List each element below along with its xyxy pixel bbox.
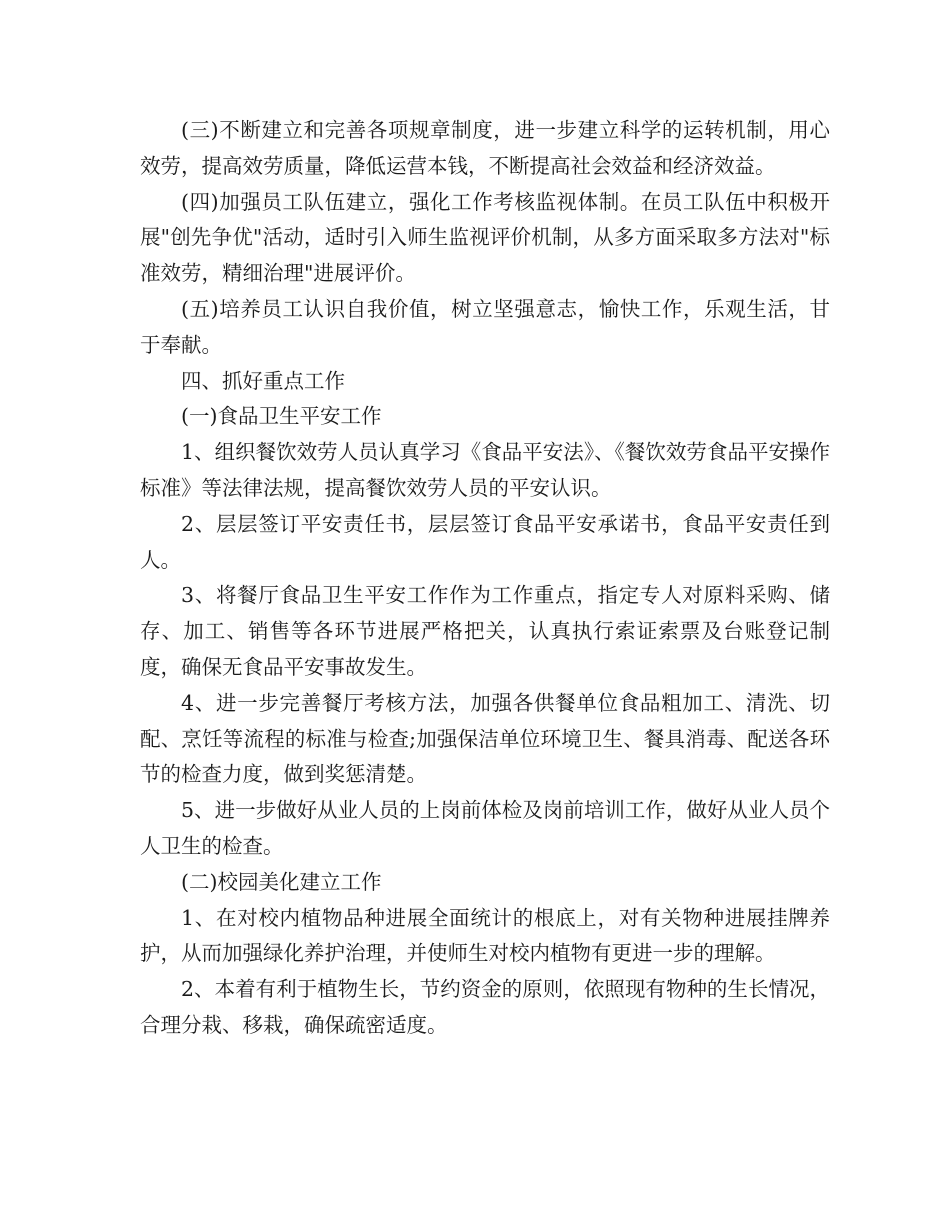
paragraph-rules-system: (三)不断建立和完善各项规章制度，进一步建立科学的运转机制，用心效劳，提高效劳质量，降低运营本钱，不断提高社会效益和经济效益。 [140,118,830,178]
paragraph-food-safety-3: 3、将餐厅食品卫生平安工作作为工作重点，指定专人对原料采购、储存、加工、销售等各环节进展严格把关，认真执行索证索票及台账登记制度，确保无食品平安事故发生。 [140,583,830,679]
document-body [140,113,830,1044]
paragraph-campus-2: 2、本着有利于植物生长，节约资金的原则，依照现有物种的生长情况，合理分栽、移栽，确保疏密适度。 [140,977,830,1037]
paragraph-food-safety-4: 4、进一步完善餐厅考核方法，加强各供餐单位食品粗加工、清洗、切配、烹饪等流程的标准与检查;加强保洁单位环境卫生、餐具消毒、配送各环节的检查力度，做到奖惩清楚。 [140,690,830,787]
paragraph-food-safety-1: 1、组织餐饮效劳人员认真学习《食品平安法》、《餐饮效劳食品平安操作标准》等法律法规，提高餐饮效劳人员的平安认识。 [140,440,830,500]
subsection-heading-campus-beautification: (二)校园美化建立工作 [181,869,382,894]
section-heading-key-work: 四、抓好重点工作 [181,368,345,393]
paragraph-self-value: (五)培养员工认识自我价值，树立坚强意志，愉快工作，乐观生活，甘于奉献。 [140,296,830,357]
paragraph-staff-team: (四)加强员工队伍建立，强化工作考核监视体制。在员工队伍中积极开展"创先争优"活动，适时引入师生监视评价机制，从多方面采取多方法对"标准效劳，精细治理"进展评价。 [140,189,830,286]
paragraph-food-safety-5: 5、进一步做好从业人员的上岗前体检及岗前培训工作，做好从业人员个人卫生的检查。 [140,798,830,858]
paragraph-campus-1: 1、在对校内植物品种进展全面统计的根底上，对有关物种进展挂牌养护，从而加强绿化养护治理，并使师生对校内植物有更进一步的理解。 [140,905,830,966]
paragraph-food-safety-2: 2、层层签订平安责任书，层层签订食品平安承诺书，食品平安责任到人。 [140,511,830,572]
subsection-heading-food-safety: (一)食品卫生平安工作 [181,404,382,429]
